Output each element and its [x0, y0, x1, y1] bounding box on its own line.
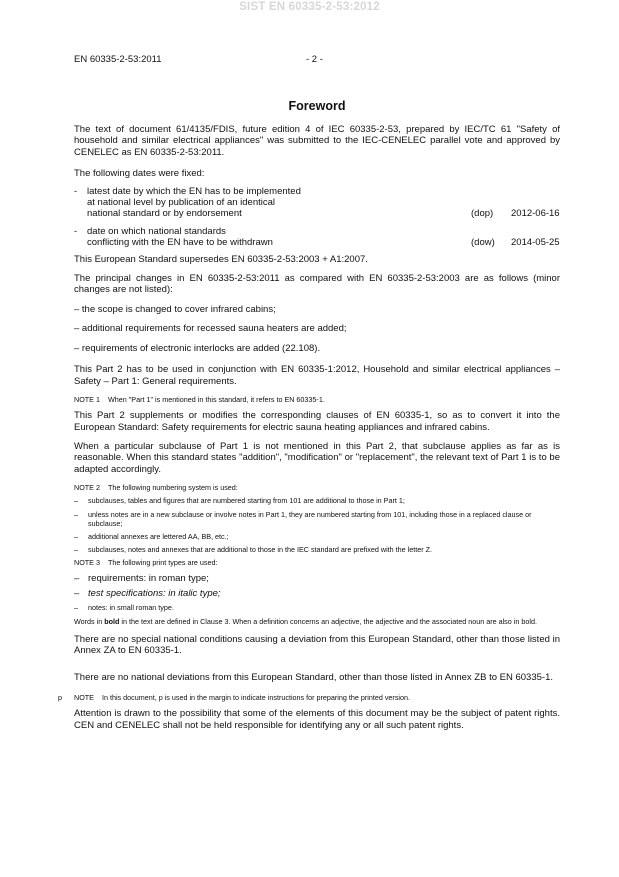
note-text: The following numbering system is used: — [107, 483, 238, 493]
intro-paragraph: The text of document 61/4135/FDIS, future edition 4 of IEC 60335-2-53, prepared by IEC/TC 61 "Safety of household and similar electrical appliances" was submitted to the IEC-CENELEC parallel vote and approved by CENELEC as EN 60335-2-53:2011. — [74, 124, 560, 158]
subclause-paragraph: When a particular subclause of Part 1 is not mentioned in this Part 2, that subclause applies as far as is reasonable. When this standard states "addition", "modification" or "replacement", the relevant text of Part 1 is to be adapted accordingly. — [74, 440, 560, 475]
list-item-text: requirements: in roman type; — [88, 572, 209, 584]
dates-row-line: at national level by publication of an identical — [87, 197, 276, 209]
changes-intro: The principal changes in EN 60335-2-53:2011 as compared with EN 60335-2-53:2003 are as follows (minor changes are not listed): — [74, 273, 560, 296]
list-item-text: subclauses, tables and figures that are numbered starting from 101 are additional to those in Part 1; — [88, 496, 405, 506]
note-label: NOTE 1 — [74, 394, 100, 404]
margin-note-text — [74, 693, 560, 702]
list-item-text: subclauses, notes and annexes that are additional to those in the IEC standard are prefixed with the letter Z. — [88, 545, 433, 555]
bold-words-after: in the text are defined in Clause 3. When a definition concerns an adjective, the adjective and the associated noun are also in bold. — [119, 616, 537, 626]
note-text: The following print types are used: — [107, 558, 218, 568]
dash: - — [74, 185, 78, 197]
list-item-text: unless notes are in a new subclause or involve notes in Part 1, they are numbered starting from 101, including those in a replaced clause or subclause; — [88, 509, 532, 528]
supersedes-paragraph: This European Standard supersedes EN 60335-2-53:2003 + A1:2007. — [74, 253, 368, 265]
page-title: Foreword — [288, 99, 346, 113]
dash: - — [74, 225, 78, 237]
watermark: SIST EN 60335-2-53:2012 — [239, 1, 380, 13]
note-2 — [74, 483, 560, 492]
dates-row-abbr: (dow) — [471, 237, 495, 249]
bold-words-paragraph — [74, 617, 560, 626]
dates-row-date: 2014-05-25 — [511, 237, 560, 249]
bold-word: bold — [104, 616, 120, 626]
dates-row-text — [87, 186, 471, 226]
note-text: When "Part 1" is mentioned in this standard, it refers to EN 60335-1. — [107, 394, 325, 404]
list-item: – requirements: in roman type; — [74, 573, 560, 584]
document-body — [58, 99, 560, 731]
part2-supplements-paragraph: This Part 2 supplements or modifies the corresponding clauses of EN 60335-1, so as to convert it into the European Standard: Safety requirements for electric sauna heating appliances and infrared cabins. — [74, 410, 560, 433]
list-item: – subclauses, notes and annexes that are additional to those in the IEC standard are prefixed with the letter Z. — [74, 545, 560, 554]
list-item: – test specifications: in italic type; — [74, 588, 560, 599]
dates-row-abbr: (dop) — [471, 208, 494, 220]
list-item-text: test specifications: in italic type; — [88, 587, 221, 599]
bold-words-before: Words in — [74, 616, 105, 626]
list-item: – notes: in small roman type. — [74, 603, 560, 612]
document-id: EN 60335-2-53:2011 — [74, 54, 162, 65]
note-label: NOTE 2 — [74, 483, 100, 493]
margin-note — [58, 693, 560, 702]
note-label: NOTE 3 — [74, 558, 100, 568]
dates-row-line: national standard or by endorsement — [87, 208, 242, 220]
dates-table — [74, 186, 560, 249]
margin-p-mark: p — [58, 693, 62, 702]
list-item: – unless notes are in a new subclause or involve notes in Part 1, they are numbered starting from 101, including those in a replaced clause or subclause; — [74, 510, 560, 528]
list-item: – additional annexes are lettered AA, BB, etc.; — [74, 532, 560, 541]
page-number: - 2 - — [306, 54, 323, 65]
note-text: In this document, p is used in the margin to indicate instructions for preparing the printed version. — [101, 693, 410, 702]
part2-use-paragraph: This Part 2 has to be used in conjunction with EN 60335-1:2012, Household and similar electrical appliances – Safety – Part 1: General requirements. — [74, 364, 560, 387]
change-item: – additional requirements for recessed sauna heaters are added; — [74, 323, 347, 335]
change-item: – the scope is changed to cover infrared cabins; — [74, 303, 276, 315]
dates-intro: The following dates were fixed: — [74, 168, 205, 180]
list-item: – subclauses, tables and figures that are numbered starting from 101 are additional to those in Part 1; — [74, 496, 560, 505]
dates-row-date: 2012-06-16 — [511, 208, 560, 220]
list-item-text: notes: in small roman type. — [88, 603, 174, 613]
change-item: – requirements of electronic interlocks are added (22.108). — [74, 342, 321, 354]
dates-row-line: latest date by which the EN has to be implemented — [87, 185, 301, 197]
note-1 — [74, 395, 560, 404]
note-label: NOTE — [74, 693, 94, 702]
special-conditions-paragraph: There are no special national conditions causing a deviation from this European Standard, other than those listed in Annex ZA to EN 60335-1. — [74, 633, 560, 657]
dates-row-line: date on which national standards — [87, 225, 226, 237]
dates-row-text — [87, 226, 471, 249]
list-item-text: additional annexes are lettered AA, BB, etc.; — [88, 531, 229, 541]
dates-row-line: conflicting with the EN have to be withdrawn — [87, 237, 273, 249]
note-3 — [74, 558, 560, 567]
dates-row-dow — [74, 226, 560, 249]
attention-paragraph: Attention is drawn to the possibility that some of the elements of this document may be the subject of patent rights. CEN and CENELEC shall not be held responsible for identifying any or all such patent rights. — [74, 708, 560, 731]
dates-row-dop — [74, 186, 560, 226]
national-deviations-paragraph: There are no national deviations from this European Standard, other than those listed in Annex ZB to EN 60335-1. — [74, 671, 553, 683]
